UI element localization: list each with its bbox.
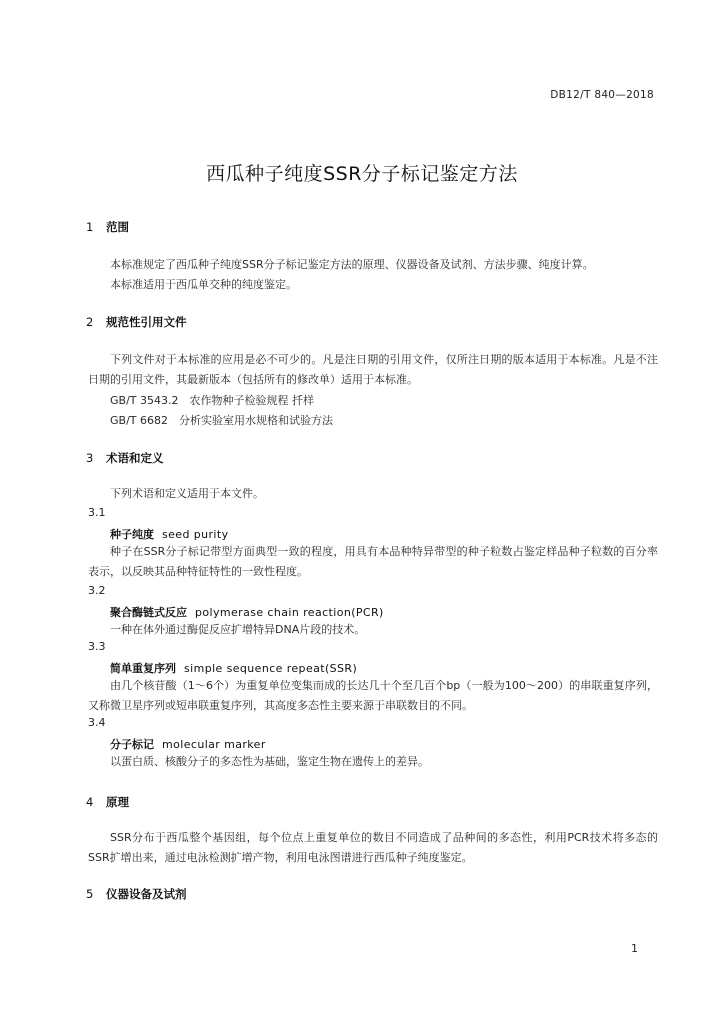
- section-2-paragraph-1: 下列文件对于本标准的应用是必不可少的。凡是注日期的引用文件，仅所注日期的版本适用于本标准。凡是不注日期的引用文件，其最新版本（包括所有的修改单）适用于本标准。: [88, 353, 658, 386]
- section-3-heading: [86, 450, 164, 466]
- term-number: 3.1: [88, 506, 106, 519]
- term-number: 3.2: [88, 584, 106, 597]
- section-3-intro: 下列术语和定义适用于本文件。: [110, 487, 264, 500]
- term-definition: 由几个核苷酸（1～6个）为重复单位变集而成的长达几十个至几百个bp（一般为100～200）的串联重复序列，又称微卫星序列或短串联重复序列，其高度多态性主要来源于串联数目的不同。: [88, 679, 658, 712]
- section-title: 术语和定义: [106, 451, 164, 465]
- section-4-heading: [86, 794, 129, 810]
- term-heading: [110, 526, 229, 542]
- section-number: 1: [86, 220, 94, 234]
- term-number: 3.3: [88, 640, 106, 653]
- page-number: 1: [631, 942, 638, 955]
- term-en: molecular marker: [162, 738, 266, 751]
- term-heading: [110, 736, 266, 752]
- section-title: 原理: [106, 795, 129, 809]
- section-number: 5: [86, 887, 94, 901]
- term-definition: 以蛋白质、核酸分子的多态性为基础，鉴定生物在遗传上的差异。: [110, 755, 429, 768]
- section-5-heading: [86, 886, 187, 902]
- section-1-paragraph-2: 本标准适用于西瓜单交种的纯度鉴定。: [110, 278, 297, 291]
- term-definition: 种子在SSR分子标记带型方面典型一致的程度，用具有本品种特异带型的种子粒数占鉴定样品种子粒数的百分率表示，以反映其品种特征特性的一致性程度。: [88, 545, 658, 578]
- term-definition: 一种在体外通过酶促反应扩增特异DNA片段的技术。: [110, 623, 366, 636]
- section-2-heading: [86, 314, 187, 330]
- term-heading: [110, 604, 384, 620]
- section-1-paragraph-1: 本标准规定了西瓜种子纯度SSR分子标记鉴定方法的原理、仪器设备及试剂、方法步骤、纯度计算。: [110, 258, 594, 271]
- section-1-heading: [86, 219, 129, 235]
- section-4-paragraph-1: SSR分布于西瓜整个基因组，每个位点上重复单位的数目不同造成了品种间的多态性，利用PCR技术将多态的SSR扩增出来，通过电泳检测扩增产物，利用电泳图谱进行西瓜种子纯度鉴定。: [88, 831, 658, 864]
- term-zh: 分子标记: [110, 738, 154, 751]
- term-en: polymerase chain reaction(PCR): [195, 606, 384, 619]
- term-en: seed purity: [162, 528, 229, 541]
- section-number: 2: [86, 315, 94, 329]
- reference-item: GB/T 3543.2 农作物种子检验规程 扦样: [110, 394, 314, 407]
- standard-code: DB12/T 840—2018: [550, 89, 654, 101]
- term-en: simple sequence repeat(SSR): [184, 662, 358, 675]
- section-number: 4: [86, 795, 94, 809]
- section-title: 范围: [106, 220, 129, 234]
- reference-item: GB/T 6682 分析实验室用水规格和试验方法: [110, 414, 333, 427]
- section-number: 3: [86, 451, 94, 465]
- term-heading: [110, 660, 357, 676]
- term-zh: 种子纯度: [110, 528, 154, 541]
- term-zh: 聚合酶链式反应: [110, 606, 187, 619]
- term-zh: 简单重复序列: [110, 662, 176, 675]
- section-title: 规范性引用文件: [106, 315, 187, 329]
- document-title: 西瓜种子纯度SSR分子标记鉴定方法: [206, 163, 518, 185]
- section-title: 仪器设备及试剂: [106, 887, 187, 901]
- term-number: 3.4: [88, 716, 106, 729]
